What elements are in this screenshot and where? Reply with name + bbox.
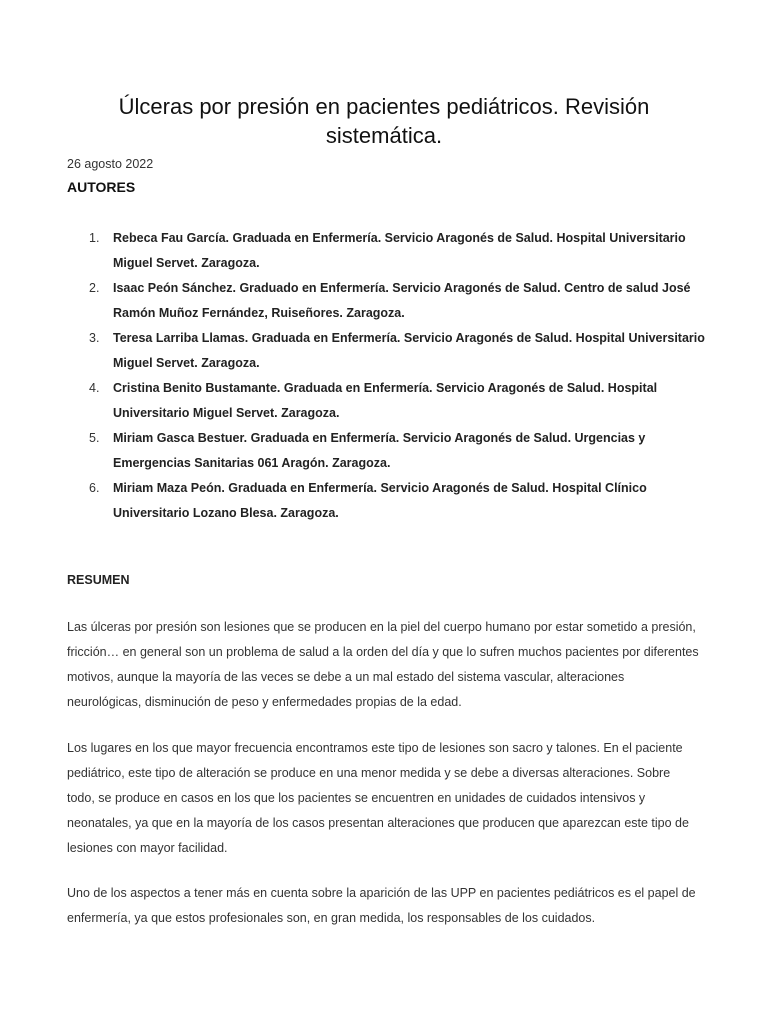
authors-heading: AUTORES (67, 179, 136, 195)
author-item (89, 476, 709, 526)
article-title: Úlceras por presión en pacientes pediátricos. Revisión sistemática. (118, 94, 650, 148)
author-item (89, 276, 709, 326)
author-number: 3. (89, 331, 100, 345)
author-text: Miriam Gasca Bestuer. Graduada en Enfermería. Servicio Aragonés de Salud. Urgencias y Emergencias Sanitarias 061 Aragón. Zaragoza. (113, 431, 646, 470)
author-text: Miriam Maza Peón. Graduada en Enfermería. Servicio Aragonés de Salud. Hospital Clínico Universitario Lozano Blesa. Zaragoza. (113, 481, 647, 520)
resumen-heading: RESUMEN (67, 573, 130, 587)
author-number: 2. (89, 281, 100, 295)
author-item (89, 376, 709, 426)
author-number: 1. (89, 231, 100, 245)
abstract-paragraph: Los lugares en los que mayor frecuencia encontramos este tipo de lesiones son sacro y talones. En el paciente pediátrico, este tipo de alteración se produce en una menor medida y se debe a diversas alteraciones. Sobre todo, se produce en casos en los que los pacientes se encuentren en unidades de cuidados intensivos y neonatales, ya que en la mayoría de los casos presentan alteraciones que producen que aparezcan este tipo de lesiones con mayor facilidad. (67, 741, 689, 855)
publication-date: 26 agosto 2022 (67, 157, 154, 171)
abstract-paragraph: Las úlceras por presión son lesiones que se producen en la piel del cuerpo humano por estar sometido a presión, fricción… en general son un problema de salud a la orden del día y que lo sufren muchos pacientes por diferentes motivos, aunque la mayoría de las veces se debe a un mal estado del sistema vascular, alteraciones neurológicas, disminución de peso y enfermedades propias de la edad. (67, 620, 699, 709)
author-number: 4. (89, 381, 100, 395)
author-text: Isaac Peón Sánchez. Graduado en Enfermería. Servicio Aragonés de Salud. Centro de salud José Ramón Muñoz Fernández, Ruiseñores. Zaragoza. (113, 281, 691, 320)
author-text: Rebeca Fau García. Graduada en Enfermería. Servicio Aragonés de Salud. Hospital Universitario Miguel Servet. Zaragoza. (113, 231, 686, 270)
author-text: Cristina Benito Bustamante. Graduada en Enfermería. Servicio Aragonés de Salud. Hospital Universitario Miguel Servet. Zaragoza. (113, 381, 658, 420)
author-list (89, 226, 709, 526)
author-number: 6. (89, 481, 100, 495)
author-number: 5. (89, 431, 100, 445)
author-item (89, 226, 709, 276)
author-item (89, 426, 709, 476)
abstract-paragraph: Uno de los aspectos a tener más en cuenta sobre la aparición de las UPP en pacientes pediátricos es el papel de enfermería, ya que estos profesionales son, en gran medida, los responsables de los cuidados. (67, 886, 696, 925)
author-item (89, 326, 709, 376)
author-text: Teresa Larriba Llamas. Graduada en Enfermería. Servicio Aragonés de Salud. Hospital Universitario Miguel Servet. Zaragoza. (113, 331, 705, 370)
